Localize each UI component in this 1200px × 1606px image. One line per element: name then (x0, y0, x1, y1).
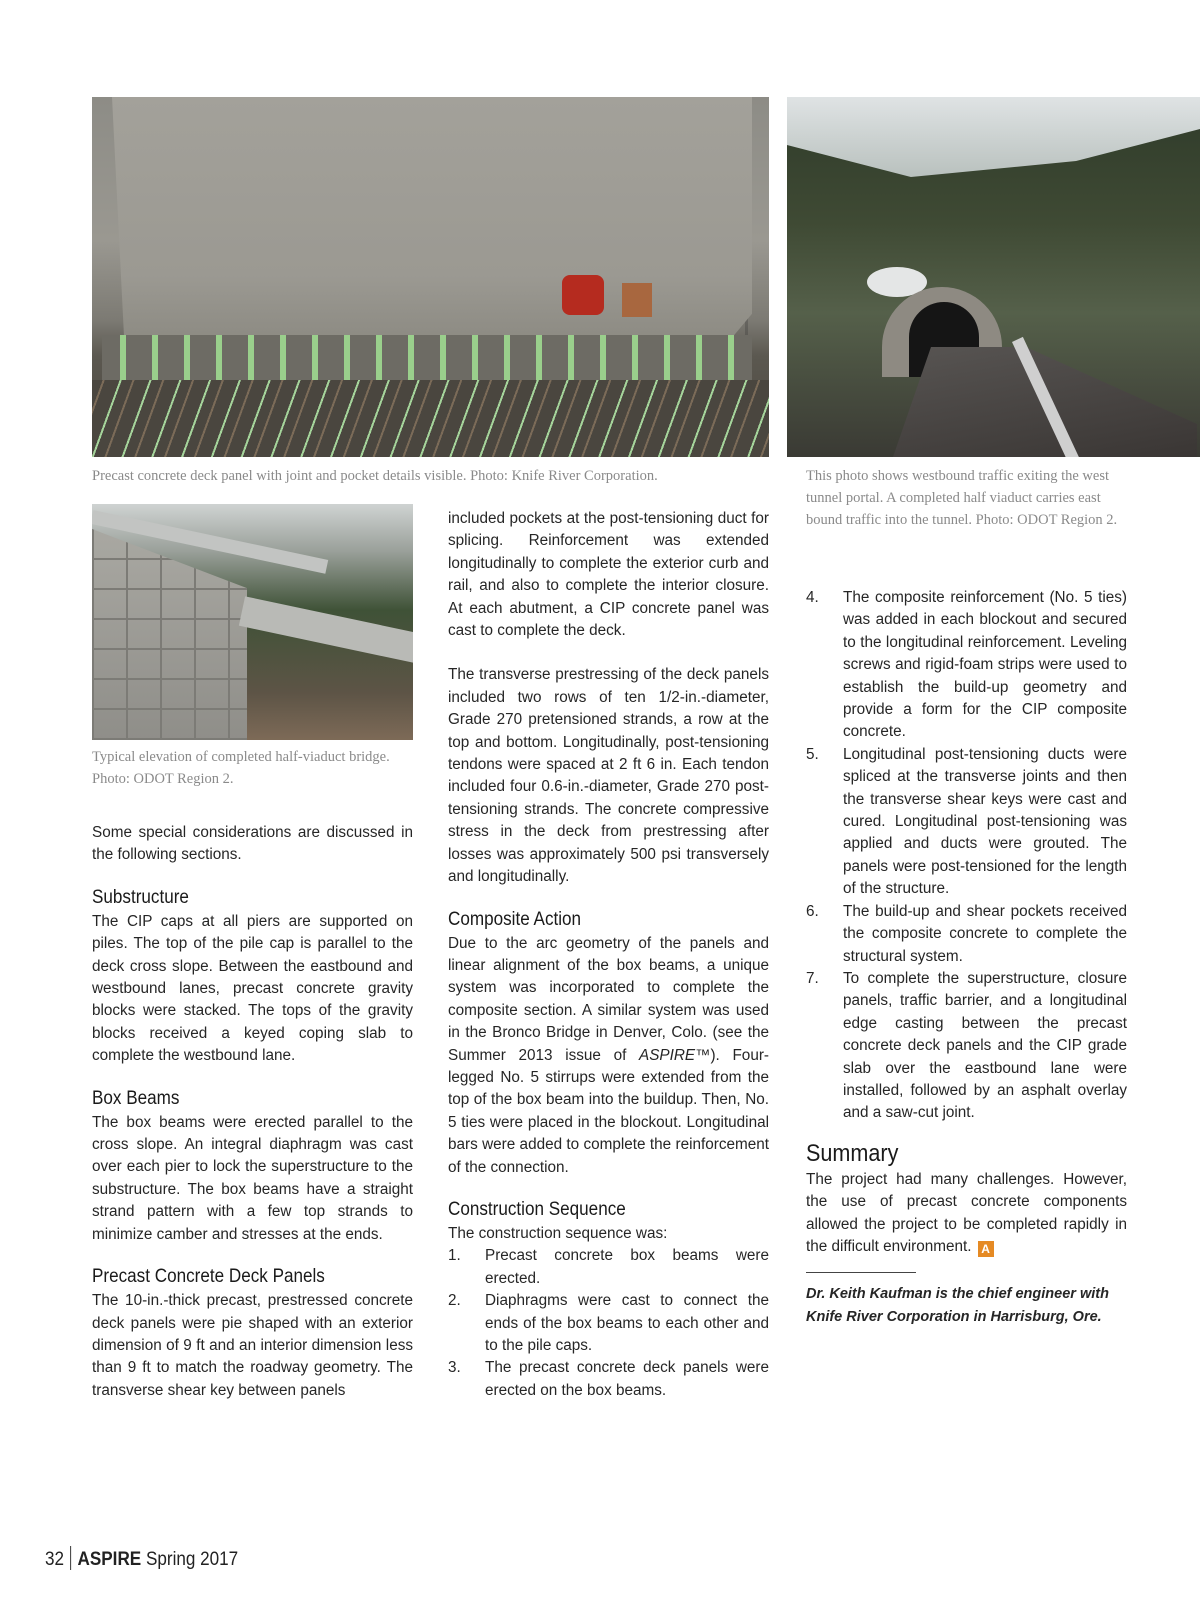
list-item-text: Longitudinal post-tensioning ducts were spliced at the transverse joints and then the transverse shear keys were cast and cured. Longitudinal post-tensioning was applied and ducts were grouted. The panels were post-tensioned for the length of the structure. (843, 745, 1127, 898)
tunnel-photo-caption: This photo shows westbound traffic exiting the west tunnel portal. A completed half viaduct carries east bound traffic into the tunnel. Photo: ODOT Region 2. (806, 468, 1118, 528)
list-item (806, 587, 1127, 744)
deck-slab (112, 97, 752, 352)
column-2 (448, 508, 769, 1402)
list-item-text: Diaphragms were cast to connect the ends of the box beams to each other and to the pile caps. (485, 1292, 769, 1354)
composite-action-heading: Composite Action (448, 908, 582, 930)
block-wall (92, 529, 247, 740)
list-item (806, 968, 1127, 1125)
list-item (806, 744, 1127, 901)
magazine-brand: ASPIRE (77, 1549, 142, 1570)
list-item-text: The composite reinforcement (No. 5 ties) was added in each blockout and secured to the longitudinal reinforcement. Leveling screws and rigid-foam strips were used to establish the build-up geometry and provide a form for the CIP composite concrete. (843, 589, 1127, 741)
deck-slab-edge (102, 335, 752, 380)
issue-label: Spring 2017 (145, 1549, 239, 1570)
prestressing-paragraph: The transverse prestressing of the deck panels included two rows of ten 1/2-in.-diameter, Grade 270 pretensioned strands, a row at the top and bottom. Longitudinally, post-tensioning tendons were spaced at 2 ft 6 in. Each tendon included four 0.6-in.-diameter, Grade 270 post-tensioning strands. The concrete compressive stress in the deck from prestressing after losses was approximately 500 psi transversely and longitudinally. (448, 666, 769, 886)
deck-panels-heading: Precast Concrete Deck Panels (92, 1266, 325, 1288)
column-1 (92, 822, 413, 1402)
substructure-heading: Substructure (92, 886, 189, 908)
tunnel-sky (787, 97, 1200, 177)
author-divider (806, 1272, 916, 1273)
tunnel-photo (787, 97, 1200, 457)
sequence-intro: The construction sequence was: (448, 1224, 668, 1242)
composite-text-part-b: ). Four-legged No. 5 stirrups were extended from the top of the box beam into the buildup. Then, No. 5 ties were placed in the blockout. Longitudinal bars were added to complete the reinforcement of the connection. (448, 1046, 770, 1176)
sequence-list-part-2 (806, 587, 1127, 1125)
magazine-name: ASPIRE™ (639, 1046, 711, 1064)
sequence-list-part-1 (448, 1245, 769, 1402)
list-number: 2. (448, 1292, 461, 1310)
list-number: 7. (806, 969, 819, 987)
substructure-paragraph: The CIP caps at all piers are supported on piles. The top of the pile cap is parallel to the deck cross slope. Between the eastbound and westbound lanes, precast concrete gravity blocks were stacked. The tops of the gravity blocks received a keyed coping slab to complete the westbound lane. (92, 912, 413, 1065)
aspire-end-mark-icon: A (978, 1241, 994, 1257)
list-item (448, 1290, 769, 1357)
intro-paragraph: Some special considerations are discussed in the following sections. (92, 824, 413, 864)
list-item (806, 901, 1127, 968)
box-beams-paragraph: The box beams were erected parallel to the cross slope. An integral diaphragm was cast over each pier to lock the superstructure to the substructure. The box beams have a straight strand pattern with a few top strands to minimize camber and stresses at the ends. (92, 1113, 413, 1243)
list-number: 4. (806, 589, 819, 606)
deck-continued-paragraph: included pockets at the post-tensioning duct for splicing. Reinforcement was extended longitudinally to complete the exterior curb and rail, and also to complete the interior closure. At each abutment, a CIP concrete panel was cast to complete the deck. (448, 510, 769, 640)
list-number: 1. (448, 1247, 461, 1265)
deck-panel-photo (92, 97, 769, 457)
bridge-deck (239, 596, 413, 663)
list-item-text: The build-up and shear pockets received the composite concrete to complete the structural system. (843, 902, 1127, 965)
summary-heading: Summary (806, 1139, 899, 1167)
construction-sequence-heading: Construction Sequence (448, 1198, 626, 1220)
list-item-text: Precast concrete box beams were erected. (485, 1247, 769, 1287)
list-item-text: To complete the superstructure, closure panels, traffic barrier, and a longitudinal edge casting between the precast concrete deck panels and the CIP grade slab over the eastbound lane were installed, followed by an asphalt overlay and a saw-cut joint. (843, 969, 1127, 1122)
list-item (448, 1245, 769, 1290)
list-number: 3. (448, 1359, 461, 1377)
column-3 (806, 587, 1127, 1328)
page-footer (45, 1546, 238, 1574)
list-number: 6. (806, 902, 819, 920)
wall-photo-caption: Typical elevation of completed half-viaduct bridge. Photo: ODOT Region 2. (92, 749, 390, 787)
tunnel-road (817, 347, 1197, 457)
list-item (448, 1357, 769, 1402)
box-beams-heading: Box Beams (92, 1087, 180, 1109)
half-viaduct-photo (92, 504, 413, 740)
summary-text: The project had many challenges. However, the use of precast concrete components allowed the project to be completed rapidly in the difficult environment. (806, 1170, 1127, 1255)
list-item-text: The precast concrete deck panels were erected on the box beams. (485, 1359, 769, 1399)
composite-action-paragraph (448, 933, 769, 1179)
list-number: 5. (806, 745, 819, 763)
saw-object (562, 275, 604, 315)
author-bio: Dr. Keith Kaufman is the chief engineer with Knife River Corporation in Harrisburg, Ore. (806, 1286, 1109, 1325)
box-object (622, 283, 652, 317)
summary-paragraph (806, 1169, 1127, 1259)
page-number: 32 (45, 1549, 65, 1570)
deck-panels-paragraph: The 10-in.-thick precast, prestressed concrete deck panels were pie shaped with an exterior dimension of 9 ft and an interior dimension less than 9 ft to match the roadway geometry. The transverse shear key between panels (92, 1292, 413, 1399)
rebar-area (92, 380, 769, 457)
composite-text-part-a: Due to the arc geometry of the panels and linear alignment of the box beams, a unique system was incorporated to complete the composite section. A similar system was used in the Bronco Bridge in Denver, Colo. (see the Summer 2013 issue of (448, 934, 769, 1064)
footer-separator (70, 1546, 71, 1570)
deck-photo-caption: Precast concrete deck panel with joint and pocket details visible. Photo: Knife River Corporation. (92, 468, 658, 484)
